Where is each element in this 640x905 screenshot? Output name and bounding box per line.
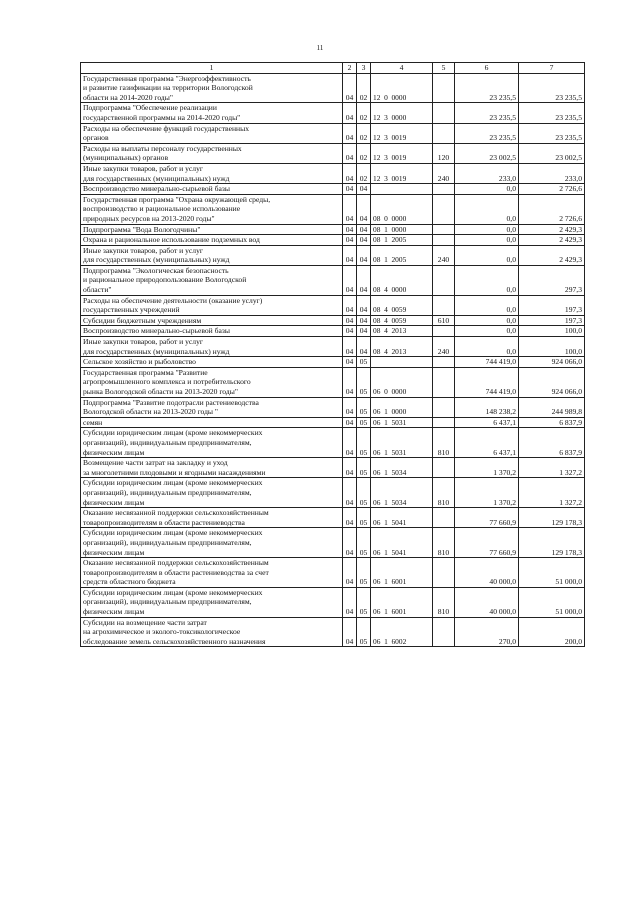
page-number: 11	[316, 44, 324, 52]
row-expense-type	[433, 508, 455, 528]
row-amount-year-2: 23 235,5	[519, 103, 585, 123]
row-subsection: 04	[357, 295, 371, 315]
row-amount-year-2: 2 726,6	[519, 194, 585, 224]
table-row	[81, 326, 585, 337]
row-target-article	[371, 184, 433, 195]
table-row	[81, 265, 585, 295]
table-row	[81, 458, 585, 478]
row-amount-year-2: 924 066,0	[519, 357, 585, 368]
row-section: 04	[343, 528, 357, 558]
row-expense-type	[433, 417, 455, 428]
row-subsection: 05	[357, 478, 371, 508]
row-amount-year-2: 2 429,3	[519, 235, 585, 246]
row-expense-type	[433, 295, 455, 315]
row-amount-year-2: 297,3	[519, 265, 585, 295]
row-amount-year-1: 744 419,0	[455, 357, 519, 368]
row-amount-year-2: 197,3	[519, 315, 585, 326]
row-amount-year-2: 51 000,0	[519, 558, 585, 588]
row-target-article: 06 1 6001	[371, 558, 433, 588]
row-subsection: 05	[357, 417, 371, 428]
row-amount-year-1: 0,0	[455, 224, 519, 235]
row-section: 04	[343, 458, 357, 478]
row-amount-year-1: 40 000,0	[455, 587, 519, 617]
row-amount-year-1: 0,0	[455, 245, 519, 265]
row-name: Расходы на выплаты персоналу государственных (муниципальных) органов	[81, 143, 343, 163]
table-row	[81, 528, 585, 558]
row-target-article: 12 3 0019	[371, 163, 433, 183]
row-section: 04	[343, 235, 357, 246]
row-expense-type	[433, 357, 455, 368]
row-section: 04	[343, 558, 357, 588]
row-amount-year-1: 0,0	[455, 235, 519, 246]
table-row	[81, 587, 585, 617]
row-name: Субсидии юридическим лицам (кроме некоммерческих организаций), индивидуальным предпринимателям, физическим лицам	[81, 587, 343, 617]
row-section: 04	[343, 163, 357, 183]
row-name: Субсидии бюджетным учреждениям	[81, 315, 343, 326]
row-target-article: 06 0 0000	[371, 367, 433, 397]
row-amount-year-2: 200,0	[519, 617, 585, 647]
row-amount-year-2: 233,0	[519, 163, 585, 183]
row-section: 04	[343, 357, 357, 368]
row-section: 04	[343, 326, 357, 337]
row-name: Государственная программа "Охрана окружающей среды, воспроизводство и рациональное использование природных ресурсов на 2013-2020 годы"	[81, 194, 343, 224]
table-row	[81, 478, 585, 508]
table-row	[81, 245, 585, 265]
row-target-article: 06 1 6002	[371, 617, 433, 647]
row-target-article: 12 3 0019	[371, 123, 433, 143]
row-expense-type: 810	[433, 428, 455, 458]
table-row	[81, 123, 585, 143]
row-target-article: 08 1 2005	[371, 245, 433, 265]
row-name: Иные закупки товаров, работ и услуг для государственных (муниципальных) нужд	[81, 163, 343, 183]
row-expense-type	[433, 265, 455, 295]
row-expense-type: 810	[433, 528, 455, 558]
row-name: Государственная программа "Развитие агропромышленного комплекса и потребительского рынка Вологодской области на 2013-2020 годы"	[81, 367, 343, 397]
row-name: Возмещение части затрат на закладку и уход за многолетними плодовыми и ягодными насаждениями	[81, 458, 343, 478]
row-amount-year-1: 23 002,5	[455, 143, 519, 163]
row-expense-type: 610	[433, 315, 455, 326]
row-section: 04	[343, 337, 357, 357]
column-header: 7	[519, 63, 585, 74]
row-subsection: 05	[357, 617, 371, 647]
row-expense-type	[433, 184, 455, 195]
row-amount-year-1: 1 370,2	[455, 478, 519, 508]
row-subsection: 04	[357, 265, 371, 295]
row-name: Оказание несвязанной поддержки сельскохозяйственным товаропроизводителям в области растениеводства за счет средств областного бюджета	[81, 558, 343, 588]
row-amount-year-1: 0,0	[455, 184, 519, 195]
row-amount-year-1: 744 419,0	[455, 367, 519, 397]
row-subsection: 05	[357, 357, 371, 368]
row-section: 04	[343, 367, 357, 397]
row-expense-type: 120	[433, 143, 455, 163]
row-amount-year-1: 77 660,9	[455, 508, 519, 528]
row-subsection: 04	[357, 224, 371, 235]
table-row	[81, 235, 585, 246]
row-amount-year-2: 1 327,2	[519, 478, 585, 508]
row-subsection: 04	[357, 194, 371, 224]
row-subsection: 02	[357, 163, 371, 183]
row-amount-year-2: 51 000,0	[519, 587, 585, 617]
row-name: Субсидии юридическим лицам (кроме некоммерческих организаций), индивидуальным предпринимателям, физическим лицам	[81, 478, 343, 508]
row-expense-type	[433, 123, 455, 143]
row-amount-year-1: 6 437,1	[455, 428, 519, 458]
row-expense-type	[433, 326, 455, 337]
row-expense-type	[433, 458, 455, 478]
row-subsection: 05	[357, 528, 371, 558]
table-row	[81, 295, 585, 315]
row-expense-type	[433, 235, 455, 246]
row-name: Воспроизводство минерально-сырьевой базы	[81, 184, 343, 195]
row-subsection: 04	[357, 235, 371, 246]
row-subsection: 04	[357, 184, 371, 195]
row-name: Субсидии юридическим лицам (кроме некоммерческих организаций), индивидуальным предпринимателям, физическим лицам	[81, 528, 343, 558]
row-amount-year-1: 23 235,5	[455, 73, 519, 103]
row-subsection: 02	[357, 143, 371, 163]
row-name: Оказание несвязанной поддержки сельскохозяйственным товаропроизводителям в области растениеводства	[81, 508, 343, 528]
row-expense-type: 810	[433, 478, 455, 508]
row-expense-type	[433, 224, 455, 235]
row-amount-year-2: 100,0	[519, 326, 585, 337]
table-row	[81, 194, 585, 224]
column-header: 1	[81, 63, 343, 74]
table-row	[81, 357, 585, 368]
table-row	[81, 508, 585, 528]
row-section: 04	[343, 123, 357, 143]
row-target-article: 08 1 2005	[371, 235, 433, 246]
row-amount-year-2: 2 726,6	[519, 184, 585, 195]
row-name: Подпрограмма "Экологическая безопасность и рациональное природопользование Вологодской области"	[81, 265, 343, 295]
table-row	[81, 558, 585, 588]
table-row	[81, 315, 585, 326]
row-amount-year-1: 23 235,5	[455, 103, 519, 123]
row-section: 04	[343, 73, 357, 103]
row-amount-year-1: 23 235,5	[455, 123, 519, 143]
row-subsection: 05	[357, 367, 371, 397]
row-amount-year-2: 2 429,3	[519, 224, 585, 235]
row-section: 04	[343, 194, 357, 224]
row-section: 04	[343, 417, 357, 428]
row-expense-type: 240	[433, 163, 455, 183]
row-target-article: 06 1 5031	[371, 417, 433, 428]
row-amount-year-1: 148 238,2	[455, 397, 519, 417]
row-expense-type	[433, 194, 455, 224]
row-amount-year-1: 1 370,2	[455, 458, 519, 478]
row-amount-year-2: 2 429,3	[519, 245, 585, 265]
row-subsection: 04	[357, 315, 371, 326]
row-name: Расходы на обеспечение функций государственных органов	[81, 123, 343, 143]
row-name: Государственная программа "Энергоэффективность и развитие газификации на территории Вологодской области на 2014-2020 годы"	[81, 73, 343, 103]
row-target-article: 08 1 0000	[371, 224, 433, 235]
row-target-article: 08 0 0000	[371, 194, 433, 224]
table-row	[81, 367, 585, 397]
row-target-article: 06 1 0000	[371, 397, 433, 417]
row-name: Подпрограмма "Вода Вологодчины"	[81, 224, 343, 235]
row-section: 04	[343, 224, 357, 235]
row-expense-type	[433, 397, 455, 417]
row-amount-year-1: 0,0	[455, 295, 519, 315]
row-amount-year-2: 23 235,5	[519, 123, 585, 143]
row-target-article: 06 1 5034	[371, 478, 433, 508]
row-amount-year-1: 0,0	[455, 194, 519, 224]
row-target-article: 12 3 0019	[371, 143, 433, 163]
row-amount-year-1: 6 437,1	[455, 417, 519, 428]
row-amount-year-2: 23 235,5	[519, 73, 585, 103]
table-row	[81, 417, 585, 428]
row-section: 04	[343, 295, 357, 315]
row-section: 04	[343, 245, 357, 265]
row-name: Охрана и рациональное использование подземных вод	[81, 235, 343, 246]
row-name: Воспроизводство минерально-сырьевой базы	[81, 326, 343, 337]
row-section: 04	[343, 617, 357, 647]
row-amount-year-1: 0,0	[455, 265, 519, 295]
table-row	[81, 184, 585, 195]
row-expense-type	[433, 617, 455, 647]
row-subsection: 05	[357, 397, 371, 417]
table-row	[81, 428, 585, 458]
row-target-article: 08 4 0000	[371, 265, 433, 295]
row-amount-year-1: 0,0	[455, 337, 519, 357]
row-subsection: 05	[357, 458, 371, 478]
row-amount-year-1: 40 000,0	[455, 558, 519, 588]
row-amount-year-2: 100,0	[519, 337, 585, 357]
row-target-article: 06 1 6001	[371, 587, 433, 617]
row-expense-type: 810	[433, 587, 455, 617]
row-amount-year-2: 129 178,3	[519, 508, 585, 528]
table-row	[81, 163, 585, 183]
row-expense-type: 240	[433, 337, 455, 357]
row-amount-year-2: 1 327,2	[519, 458, 585, 478]
table-row	[81, 73, 585, 103]
row-subsection: 02	[357, 123, 371, 143]
row-name: Расходы на обеспечение деятельности (оказание услуг) государственных учреждений	[81, 295, 343, 315]
row-target-article: 06 1 5034	[371, 458, 433, 478]
row-amount-year-1: 270,0	[455, 617, 519, 647]
row-target-article: 12 0 0000	[371, 73, 433, 103]
row-amount-year-2: 23 002,5	[519, 143, 585, 163]
row-section: 04	[343, 508, 357, 528]
row-amount-year-1: 0,0	[455, 315, 519, 326]
row-target-article: 08 4 0059	[371, 315, 433, 326]
row-section: 04	[343, 143, 357, 163]
column-header: 3	[357, 63, 371, 74]
row-amount-year-1: 233,0	[455, 163, 519, 183]
row-amount-year-2: 924 066,0	[519, 367, 585, 397]
row-amount-year-2: 6 837,9	[519, 428, 585, 458]
row-expense-type	[433, 73, 455, 103]
row-amount-year-1: 0,0	[455, 326, 519, 337]
column-header: 2	[343, 63, 357, 74]
row-subsection: 02	[357, 103, 371, 123]
row-target-article: 06 1 5041	[371, 528, 433, 558]
row-name: Подпрограмма "Развитие подотрасли растениеводства Вологодской области на 2013-2020 годы "	[81, 397, 343, 417]
row-subsection: 05	[357, 558, 371, 588]
table-row	[81, 143, 585, 163]
row-section: 04	[343, 587, 357, 617]
row-subsection: 05	[357, 508, 371, 528]
row-amount-year-2: 197,3	[519, 295, 585, 315]
table-row	[81, 103, 585, 123]
row-subsection: 04	[357, 245, 371, 265]
row-name: семян	[81, 417, 343, 428]
row-target-article: 06 1 5031	[371, 428, 433, 458]
row-subsection: 04	[357, 337, 371, 357]
row-amount-year-2: 129 178,3	[519, 528, 585, 558]
row-target-article	[371, 357, 433, 368]
row-target-article: 12 3 0000	[371, 103, 433, 123]
row-expense-type	[433, 558, 455, 588]
row-subsection: 05	[357, 587, 371, 617]
row-amount-year-2: 244 989,8	[519, 397, 585, 417]
header-row	[81, 63, 585, 74]
row-target-article: 08 4 0059	[371, 295, 433, 315]
row-section: 04	[343, 184, 357, 195]
row-name: Иные закупки товаров, работ и услуг для государственных (муниципальных) нужд	[81, 337, 343, 357]
row-section: 04	[343, 265, 357, 295]
row-name: Субсидии юридическим лицам (кроме некоммерческих организаций), индивидуальным предпринимателям, физическим лицам	[81, 428, 343, 458]
row-section: 04	[343, 103, 357, 123]
row-expense-type	[433, 367, 455, 397]
row-target-article: 08 4 2013	[371, 337, 433, 357]
row-name: Субсидии на возмещение части затрат на агрохимическое и эколого-токсикологическое обследование земель сельскохозяйственного назначения	[81, 617, 343, 647]
budget-table	[80, 62, 585, 647]
row-expense-type: 240	[433, 245, 455, 265]
row-subsection: 04	[357, 326, 371, 337]
row-section: 04	[343, 428, 357, 458]
row-expense-type	[433, 103, 455, 123]
row-amount-year-2: 6 837,9	[519, 417, 585, 428]
column-header: 4	[371, 63, 433, 74]
row-subsection: 05	[357, 428, 371, 458]
row-amount-year-1: 77 660,9	[455, 528, 519, 558]
table-row	[81, 617, 585, 647]
table-row	[81, 224, 585, 235]
row-target-article: 08 4 2013	[371, 326, 433, 337]
table-row	[81, 337, 585, 357]
row-target-article: 06 1 5041	[371, 508, 433, 528]
row-section: 04	[343, 478, 357, 508]
column-header: 6	[455, 63, 519, 74]
row-subsection: 02	[357, 73, 371, 103]
row-section: 04	[343, 397, 357, 417]
row-name: Подпрограмма "Обеспечение реализации государственной программы на 2014-2020 годы"	[81, 103, 343, 123]
row-name: Иные закупки товаров, работ и услуг для государственных (муниципальных) нужд	[81, 245, 343, 265]
row-name: Сельское хозяйство и рыболовство	[81, 357, 343, 368]
row-section: 04	[343, 315, 357, 326]
column-header: 5	[433, 63, 455, 74]
table-row	[81, 397, 585, 417]
